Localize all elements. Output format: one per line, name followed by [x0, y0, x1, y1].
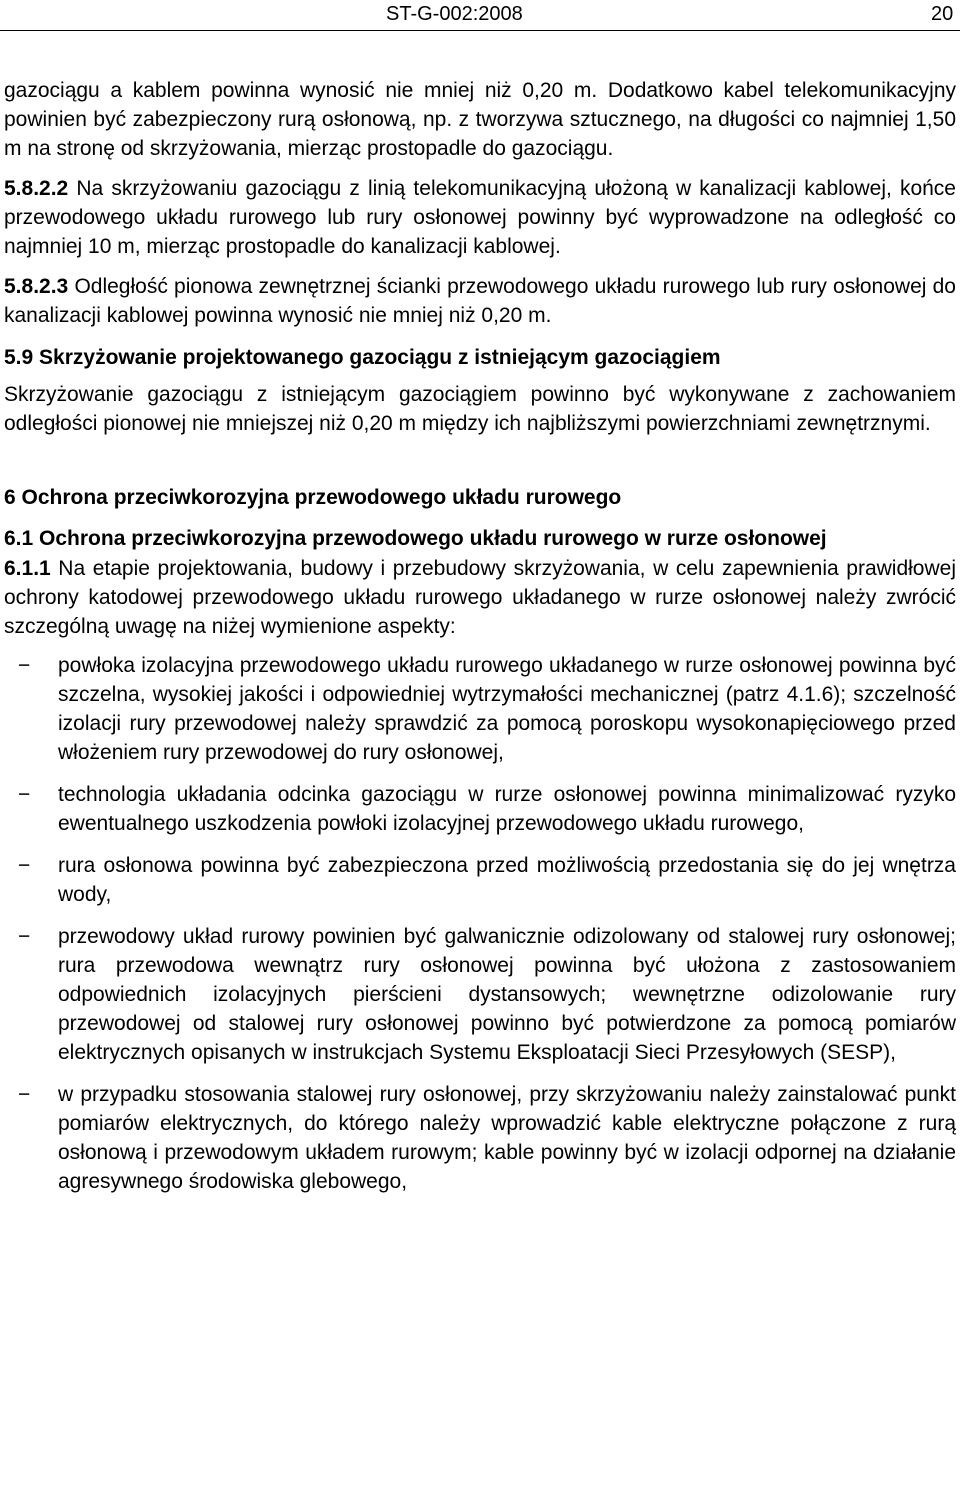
paragraph-5-9: Skrzyżowanie gazociągu z istniejącym gazociągiem powinno być wykonywane z zachowaniem odległości pionowej nie mniejszej niż 0,20 m między ich najbliższymi powierzchniami zewnętrznymi.	[4, 383, 956, 435]
clause-text: Odległość pionowa zewnętrznej ścianki przewodowego układu rurowego lub rury osłonowej do kanalizacji kablowej powinna wynosić nie mniej niż 0,20 m.	[4, 275, 956, 327]
list-item	[4, 851, 956, 909]
dash-bullet-icon: −	[18, 925, 31, 948]
aspects-list	[4, 651, 956, 1196]
page-number: 20	[931, 3, 954, 25]
clause-text: Na etapie projektowania, budowy i przebudowy skrzyżowania, w celu zapewnienia prawidłowej ochrony katodowej przewodowego układu rurowego układanego w rurze osłonowej należy zwrócić szczególną uwagę na niżej wymienione aspekty:	[4, 557, 956, 638]
page-header	[0, 0, 960, 32]
heading-6-1: 6.1 Ochrona przeciwkorozyjna przewodowego układu rurowego w rurze osłonowej	[4, 527, 827, 550]
clause-number: 5.8.2.3	[4, 275, 69, 298]
clause-number: 5.8.2.2	[4, 177, 69, 200]
clause-text: Na skrzyżowaniu gazociągu z linią telekomunikacyjną ułożoną w kanalizacji kablowej, końce przewodowego układu rurowego lub rury osłonowej powinny być wyprowadzone na odległość co najmniej 10 m, mierząc prostopadle do kanalizacji kablowej.	[4, 177, 956, 258]
list-item-text: przewodowy układ rurowy powinien być galwanicznie odizolowany od stalowej rury osłonowej; rura przewodowa wewnątrz rury osłonowej powinna być ułożona z zastosowaniem odpowiednich izolacyjnych pierścieni dystansowych; wewnętrzne odizolowanie rury przewodowej od stalowej rury osłonowej powinno być potwierdzone za pomocą pomiarów elektrycznych opisanych w instrukcjach Systemu Eksploatacji Sieci Przesyłowych (SESP),	[58, 925, 956, 1064]
clause-6-1-1	[4, 554, 956, 641]
dash-bullet-icon: −	[18, 783, 31, 806]
dash-bullet-icon: −	[18, 1083, 31, 1106]
heading-6: 6 Ochrona przeciwkorozyjna przewodowego układu rurowego	[4, 486, 622, 509]
list-item-text: powłoka izolacyjna przewodowego układu rurowego układanego w rurze osłonowej powinna być szczelna, wysokiej jakości i odpowiedniej wytrzymałości mechanicznej (patrz 4.1.6); szczelność izolacji rury przewodowej należy sprawdzić za pomocą poroskopu wysokonapięciowego przed włożeniem rury przewodowej do rury osłonowej,	[58, 654, 956, 764]
paragraph-intro: gazociągu a kablem powinna wynosić nie mniej niż 0,20 m. Dodatkowo kabel telekomunikacyjny powinien być zabezpieczony rurą osłonową, np. z tworzywa sztucznego, na długości co najmniej 1,50 m na stronę od skrzyżowania, mierząc prostopadle do gazociągu.	[4, 79, 956, 160]
clause-5-8-2-2	[4, 174, 956, 261]
list-item-text: w przypadku stosowania stalowej rury osłonowej, przy skrzyżowaniu należy zainstalować punkt pomiarów elektrycznych, do którego należy wprowadzić kable elektryczne połączone z rurą osłonową i przewodowym układem rurowym; kable powinny być w izolacji odpornej na działanie agresywnego środowiska glebowego,	[58, 1083, 956, 1193]
document-code: ST-G-002:2008	[386, 3, 523, 25]
dash-bullet-icon: −	[18, 854, 31, 877]
list-item	[4, 1080, 956, 1196]
clause-number: 6.1.1	[4, 557, 51, 580]
list-item	[4, 651, 956, 767]
heading-5-9: 5.9 Skrzyżowanie projektowanego gazociągu z istniejącym gazociągiem	[4, 346, 721, 369]
list-item-text: technologia układania odcinka gazociągu w rurze osłonowej powinna minimalizować ryzyko ewentualnego uszkodzenia powłoki izolacyjnej przewodowego układu rurowego,	[58, 783, 956, 835]
list-item	[4, 922, 956, 1067]
list-item	[4, 780, 956, 838]
clause-5-8-2-3	[4, 272, 956, 330]
dash-bullet-icon: −	[18, 654, 31, 677]
header-divider	[0, 30, 960, 31]
document-body	[4, 76, 956, 1209]
list-item-text: rura osłonowa powinna być zabezpieczona przed możliwością przedostania się do jej wnętrza wody,	[58, 854, 956, 906]
